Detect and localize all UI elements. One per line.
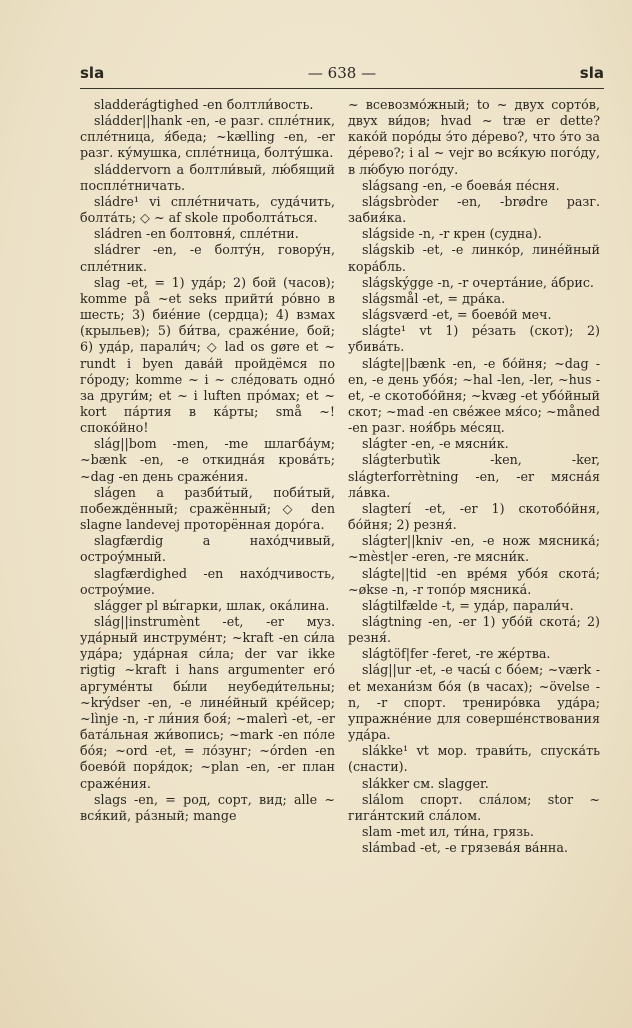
dictionary-entry: slág||instrumènt -et, -er муз. уда́рный инструмéнт; ~kraft -en си́ла уда́ра; уда́рная си́ла; der var ikke rigtig ~kraft i hans argumenter его́ аргумéнты бы́ли неубеди́тельны; ~krýdser -en, -e линéйный крéйсер; ~lìnje -n, -r ли́ния боя́; ~malerì -et, -er бата́льная жи́вопись; ~mark -en по́ле бо́я; ~ord -et, = ло́зунг; ~órden -en боево́й поря́док; ~plan -en, -er план сражéния. (80, 614, 335, 791)
dictionary-entry: slágsmål -et, = дра́ка. (362, 290, 506, 306)
dictionary-entry: slagterí -et, -er 1) скотобо́йня, бо́йня; 2) резня́. (348, 500, 600, 533)
dictionary-entry: slágterbutìk -ken, -ker, slágterforrètning -en, -er мясна́я ла́вка. (348, 452, 600, 500)
dictionary-entry-continued: ~ всевозмо́жный; to ~ двух сорто́в, двух ви́дов; hvad ~ træ er dette? како́й поро́ды э́то дéрево?, что э́то за дéрево?; i al ~ vejr во вся́кую пого́ду, в лю́бую пого́ду. (348, 97, 600, 177)
dictionary-entry: slámbad -et, -e грязева́я ва́нна. (362, 840, 568, 856)
dictionary-entry: sládren -en болтовня́, сплéтни. (94, 226, 299, 242)
right-guide-word: sla (579, 64, 604, 82)
dictionary-entry: slam -met ил, ти́на, грязь. (362, 824, 534, 840)
dictionary-entry: slákke¹ vt мор. трави́ть, спуска́ть (снасти). (348, 743, 600, 775)
dictionary-entry: slagfærdig a нахо́дчивый, остроу́мный. (80, 533, 335, 565)
dictionary-entry: slágtöf|fer -feret, -re жéртва. (362, 646, 551, 662)
dictionary-entry: slágskib -et, -e линко́р, линéйный кора́бль. (348, 242, 600, 274)
dictionary-entry: slag -et, = 1) уда́р; 2) бой (часов); komme på ~et seks прийти́ ро́вно в шесть; 3) биéние (сердца); 4) взмах (крыльев); 5) би́тва, сражéние, бой; 6) уда́р, парали́ч; ◇ lad os gøre et ~ rundt i byen дава́й пройдёмся по го́роду; komme ~ i ~ слéдовать одно́ за други́м; et ~ i luften про́мах; et ~ kort па́ртия в ка́рты; små ~! споко́йно! (80, 274, 335, 436)
dictionary-entry: slálom спорт. сла́лом; stor ~ гига́нтский сла́лом. (348, 791, 600, 823)
dictionary-entry: slákker см. slagger. (362, 775, 489, 791)
left-guide-word: sla (80, 64, 105, 82)
page-header (80, 64, 604, 88)
dictionary-entry: sladderágtighed -en болтли́вость. (94, 97, 314, 112)
dictionary-entry: slágter -en, -e мясни́к. (362, 436, 509, 452)
dictionary-entry: sládder||hank -en, -e разг. сплéтник, сплéтница, я́беда; ~kælling -en, -er разг. ку́мушка, сплéтница, болту́шка. (80, 113, 335, 161)
dictionary-entry: slág||ur -et, -e часы́ с бо́ем; ~værk -et механи́зм бо́я (в часах); ~övelse -n, -r спорт. трениро́вка уда́ра; упражнéние для соверше́нствования уда́ра. (348, 662, 600, 743)
dictionary-entry: slágger pl вы́гарки, шлак, ока́лина. (94, 597, 330, 613)
dictionary-entry: slágsang -en, -e боева́я пéсня. (362, 177, 560, 193)
dictionary-entry: slágtning -en, -er 1) убо́й скота́; 2) резня́. (348, 614, 600, 646)
dictionary-entry: slágside -n, -r крен (судна). (362, 226, 542, 242)
dictionary-entry: slágtilfælde -t, = уда́р, парали́ч. (362, 597, 574, 613)
page-number: — 638 — (307, 64, 377, 82)
dictionary-entry: sládre¹ vi сплéтничать, суда́чить, болта́ть; ◇ ~ af skole проболта́ться. (80, 193, 335, 226)
dictionary-entry: slágter||kniv -en, -e нож мясника́; ~mèst|er -eren, -re мясни́к. (348, 533, 600, 565)
dictionary-entry: slágen a разби́тый, поби́тый, побеждённый; сражённый; ◇ den slagne landevej проторённая доро́га. (80, 484, 335, 533)
dictionary-entry: slágte||bænk -en, -e бо́йня; ~dag -en, -e день убо́я; ~hal -len, -ler, ~hus -et, -e скотобо́йня; ~kvæg -et убо́йный скот; ~mad -en свéжее мя́со; ~måned -en разг. ноя́брь мéсяц. (348, 355, 600, 436)
dictionary-entry: slágte||tid -en врéмя убо́я скота́; ~økse -n, -r топо́р мясника́. (348, 565, 600, 597)
dictionary-entry: slág||bom -men, -me шлагба́ум; ~bænk -en, -e откидна́я крова́ть; ~dag -en день сражéния. (80, 436, 335, 484)
dictionary-entry: slágsbròder -en, -brødre разг. забия́ка. (348, 193, 600, 226)
left-column (80, 97, 335, 824)
dictionary-entry: slags -en, = род, сорт, вид; alle ~ вся́кий, ра́зный; mange (80, 791, 335, 823)
header-rule (80, 88, 604, 89)
dictionary-entry: slágskýgge -n, -r очерта́ние, а́брис. (362, 274, 594, 290)
dictionary-entry: sláddervorn a болтли́вый, лю́бящий посплéтничать. (80, 161, 335, 193)
dictionary-entry: slagfærdighed -en нахо́дчивость, остроу́мие. (80, 565, 335, 597)
right-column (348, 97, 600, 856)
dictionary-entry: slágte¹ vt 1) рéзать (скот); 2) убива́ть. (348, 323, 600, 355)
dictionary-entry: sládrer -en, -e болту́н, говору́н, сплéтник. (80, 242, 335, 274)
dictionary-entry: slágsværd -et, = боево́й меч. (362, 307, 552, 323)
